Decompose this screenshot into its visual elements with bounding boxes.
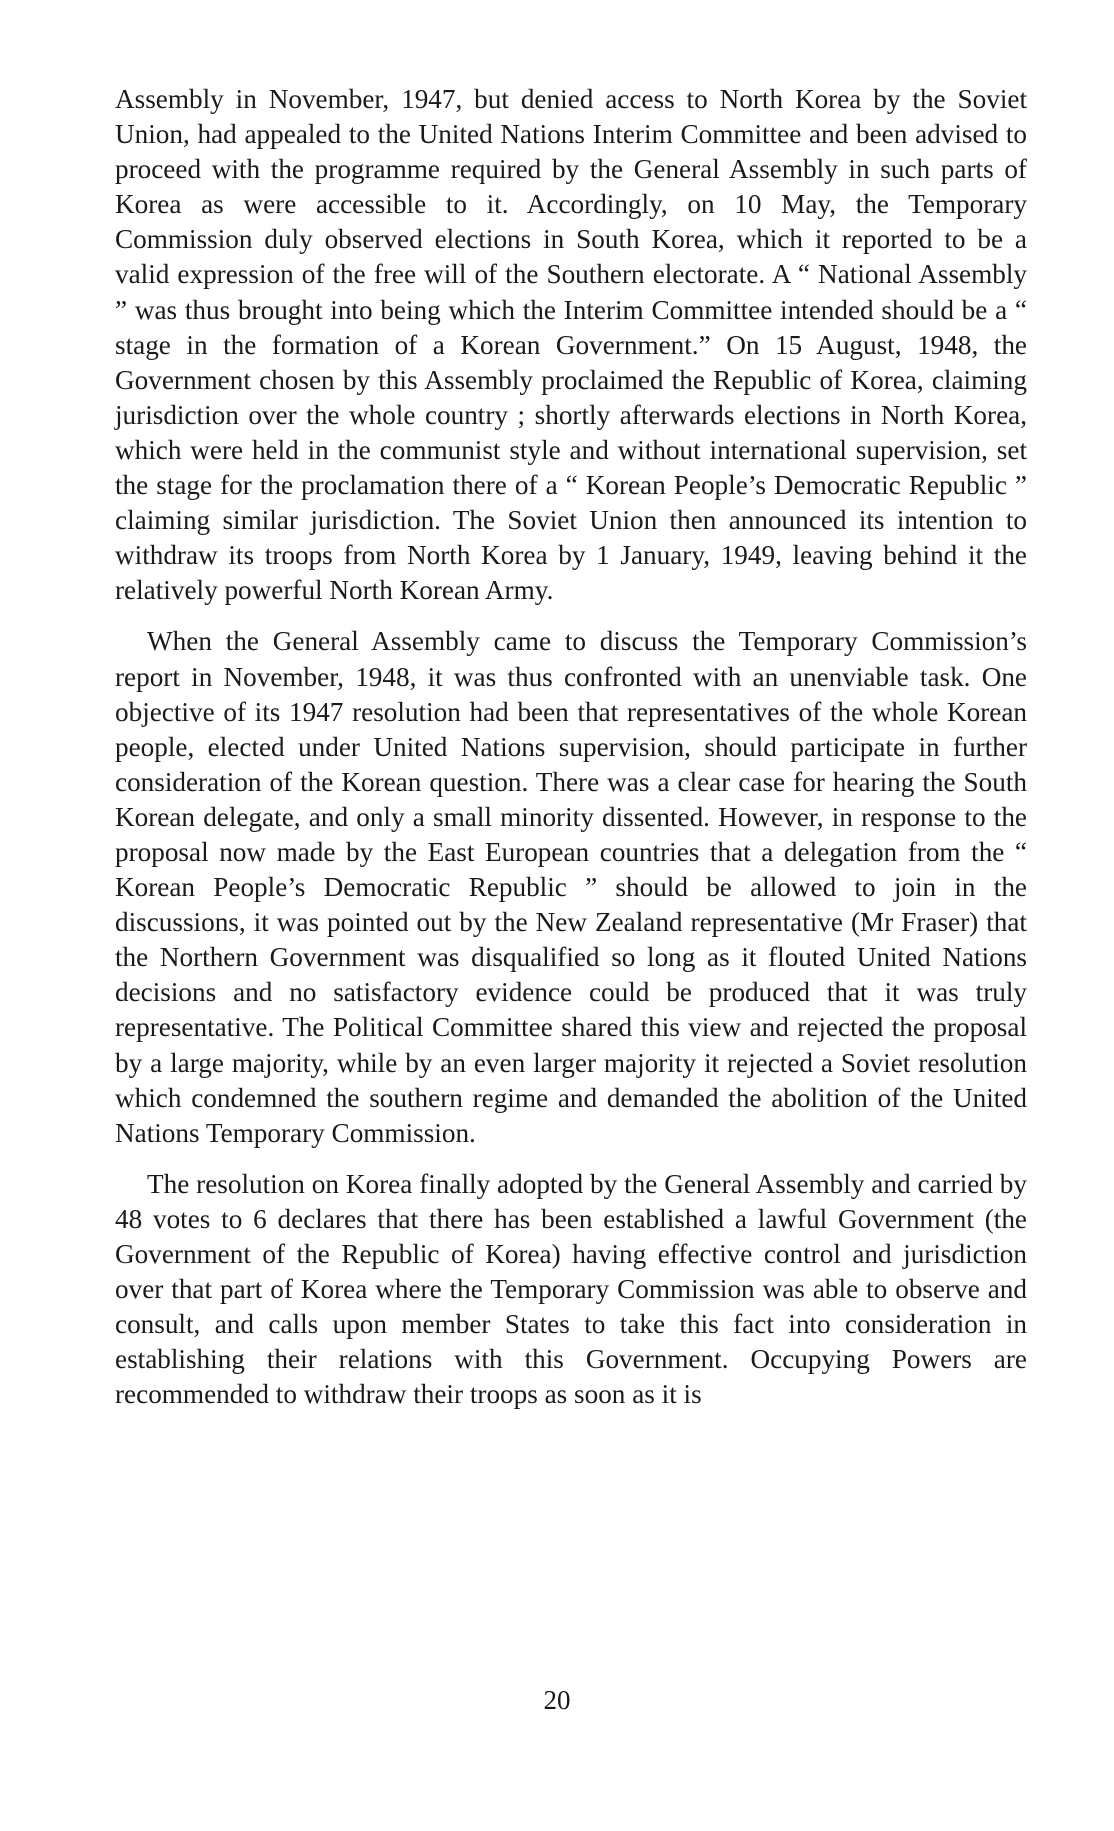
body-text (115, 82, 1027, 1412)
page-number: 20 (543, 1685, 571, 1715)
paragraph-2: When the General Assembly came to discuss the Temporary Commission’s report in November, 1948, it was thus confronted with an unenviable task. One objective of its 1947 resolution had been that representatives of the whole Korean people, elected under United Nations supervision, should participate in further consideration of the Korean question. There was a clear case for hearing the South Korean delegate, and only a small minority dissented. However, in response to the proposal now made by the East European countries that a delegation from the “ Korean People’s Democratic Republic ” should be allowed to join in the discussions, it was pointed out by the New Zealand representative (Mr Fraser) that the Northern Government was disqualified so long as it flouted United Nations decisions and no satisfactory evidence could be produced that it was truly representative. The Political Committee shared this view and rejected the proposal by a large majority, while by an even larger majority it rejected a Soviet resolution which condemned the southern regime and demanded the abolition of the United Nations Temporary Commission. (115, 626, 1027, 1148)
paragraph-3: The resolution on Korea finally adopted by the General Assembly and carried by 48 votes to 6 declares that there has been established a lawful Government (the Government of the Republic of Korea) having effective control and jurisdiction over that part of Korea where the Temporary Commission was able to observe and consult, and calls upon member States to take this fact into consideration in establishing their relations with this Government. Occupying Powers are recommended to withdraw their troops as soon as it is (115, 1168, 1027, 1410)
paragraph-1: Assembly in November, 1947, but denied access to North Korea by the Soviet Union, had appealed to the United Nations Interim Committee and been advised to proceed with the programme required by the General Assembly in such parts of Korea as were accessible to it. Accordingly, on 10 May, the Temporary Commission duly observed elections in South Korea, which it reported to be a valid expression of the free will of the Southern electorate. A “ National Assembly ” was thus brought into being which the Interim Committee intended should be a “ stage in the formation of a Korean Government.” On 15 August, 1948, the Government chosen by this Assembly proclaimed the Republic of Korea, claiming jurisdiction over the whole country ; shortly afterwards elections in North Korea, which were held in the communist style and without international supervision, set the stage for the proclamation there of a “ Korean People’s Democratic Republic ” claiming similar jurisdiction. The Soviet Union then announced its intention to withdraw its troops from North Korea by 1 January, 1949, leaving behind it the relatively powerful North Korean Army. (115, 84, 1027, 606)
